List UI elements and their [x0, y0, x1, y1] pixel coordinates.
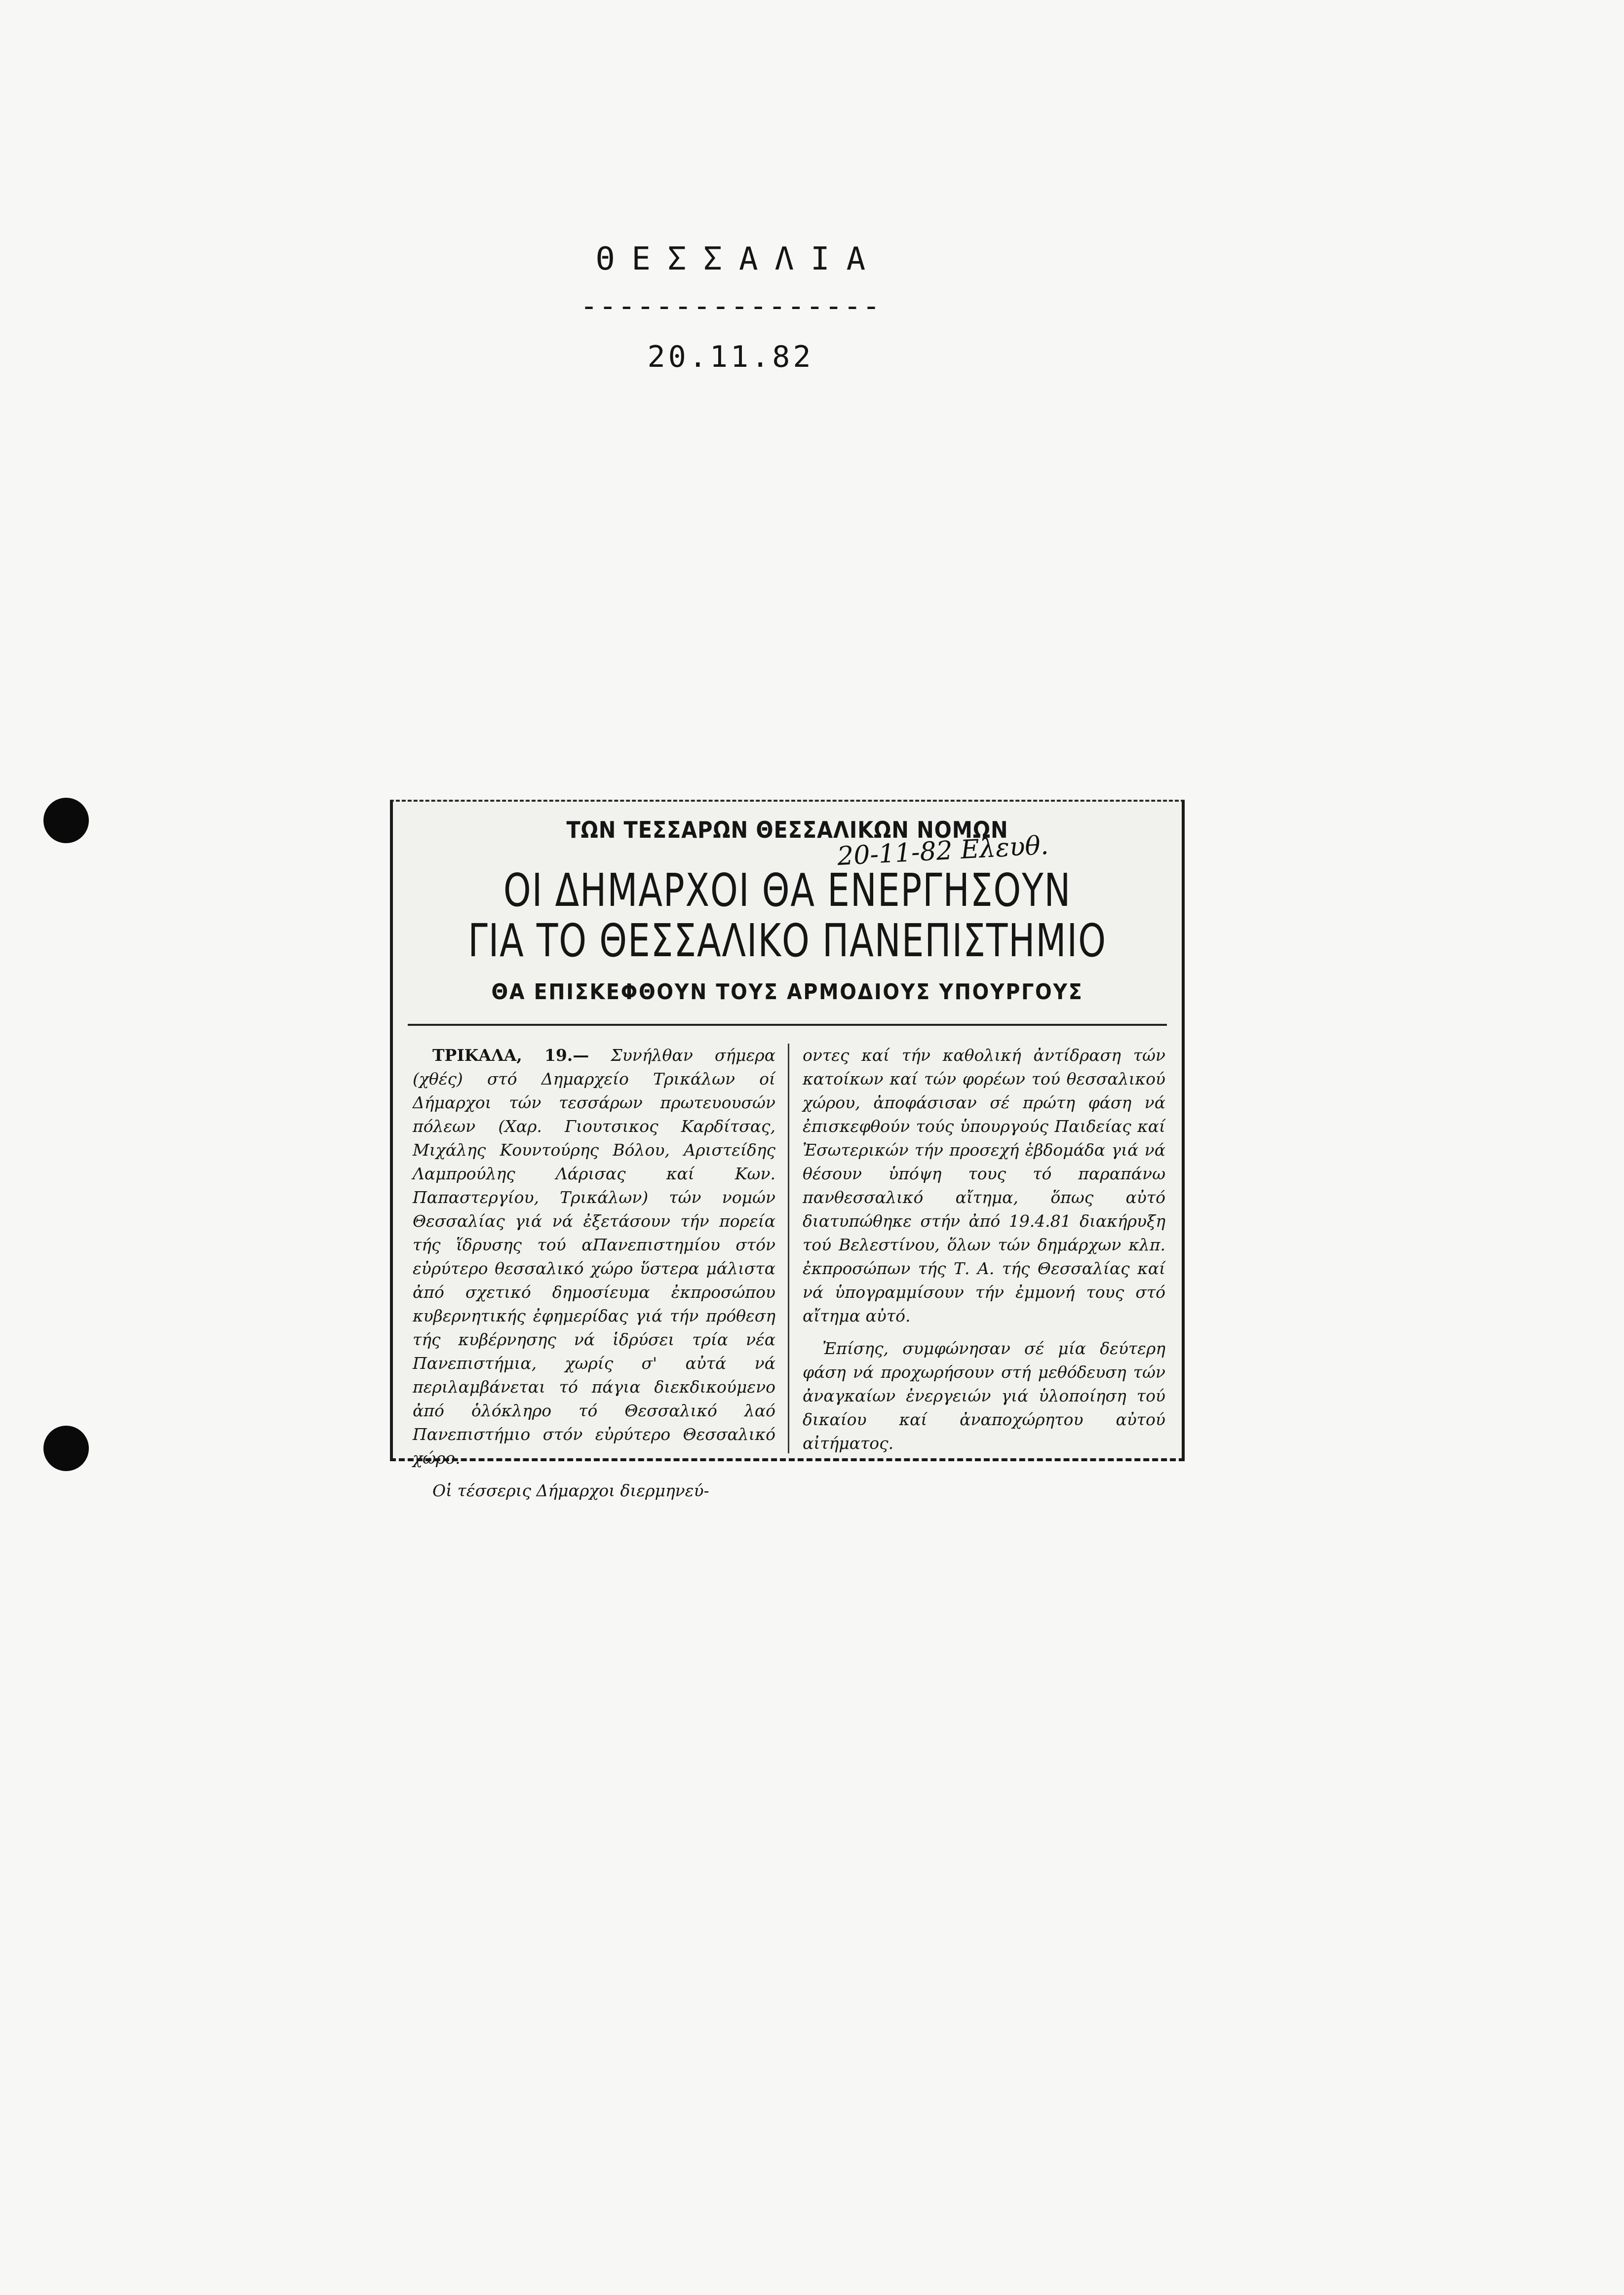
- punch-hole-bottom: [43, 1426, 89, 1471]
- article-dateline: ΤΡΙΚΑΛΑ, 19.—: [432, 1046, 589, 1065]
- article-column-right: [803, 1044, 1165, 1464]
- clipping-divider: [408, 1024, 1167, 1026]
- clipping-kicker: ΤΩΝ ΤΕΣΣΑΡΩΝ ΘΕΣΣΑΛΙΚΩΝ ΝΟΜΩΝ: [566, 817, 1008, 843]
- article-paragraph: [803, 1337, 1165, 1455]
- article-paragraph: [413, 1479, 775, 1503]
- title-underline: ----------------: [580, 289, 881, 323]
- article-text: Ἐπίσης, συμφώνησαν σέ μία δεύτερη φάση νά προχωρήσουν στή μεθόδευση τών ἀναγκαίων ἐνεργειών γιά ὑλοποίηση τού δικαίου καί ἀναποχώρητου αὐτού αἰτήματος.: [803, 1339, 1165, 1453]
- handwritten-note: 20-11-82 Ελευθ.: [836, 830, 1049, 872]
- punch-hole-top: [43, 798, 89, 843]
- article-column-left: [413, 1044, 775, 1512]
- article-text: Συνήλθαν σήμερα (χθές) στό Δημαρχείο Τρικάλων οί Δήμαρχοι τών τεσσάρων πρωτευουσών πόλεων (Χαρ. Γιουτσικος Καρδίτσας, Μιχάλης Κουντούρης Βόλου, Αριστείδης Λαμπρούλης Λάρισας καί Κων. Παπαστεργίου, Τρικάλων) τών νομών Θεσσαλίας γιά νά ἐξετάσουν τήν πορεία τής ἵδρυσης τού αΠανεπιστημίου στόν εὐρύτερο θεσσαλικό χώρο ὕστερα μάλιστα ἀπό σχετικό δημοσίευμα ἐκπροσώπου κυβερνητικής ἐφημερίδας γιά τήν πρόθεση τής κυβέρνησης νά ἱδρύσει τρία νέα Πανεπιστήμια, χωρίς σ' αὐτά νά περιλαμβάνεται τό πάγια διεκδικούμενο ἀπό ὁλόκληρο τό Θεσσαλικό λαό Πανεπιστήμιο στόν εὐρύτερο Θεσσαλικό χώρο.: [413, 1046, 775, 1468]
- article-paragraph: [413, 1044, 775, 1470]
- column-divider: [788, 1044, 789, 1453]
- article-paragraph: [803, 1044, 1165, 1328]
- clipping-headline-line1: ΟΙ ΔΗΜΑΡΧΟΙ ΘΑ ΕΝΕΡΓΗΣΟΥΝ: [503, 864, 1072, 917]
- newspaper-clipping: [390, 800, 1185, 1500]
- article-text: Οἱ τέσσερις Δήμαρχοι διερμηνεύ-: [432, 1481, 709, 1500]
- article-text: οντες καί τήν καθολική ἀντίδραση τών κατοίκων καί τών φορέων τού θεσσαλικού χώρου, ἀποφάσισαν σέ πρώτη φάση νά ἐπισκεφθούν τούς ὑπουργούς Παιδείας καί Ἐσωτερικών τήν προσεχή ἑβδομάδα γιά νά θέσουν ὑπόψη τους τό παραπάνω πανθεσσαλικό αἴτημα, ὅπως αὐτό διατυπώθηκε στήν ἀπό 19.4.81 διακήρυξη τού Βελεστίνου, ὅλων τών δημάρχων κλπ. ἐκπροσώπων τής Τ. Α. τής Θεσσαλίας καί νά ὑπογραμμίσουν τήν ἐμμονή τους στό αἴτημα αὐτό.: [803, 1046, 1165, 1325]
- page-date: 20.11.82: [647, 340, 814, 374]
- page-header: [523, 237, 938, 379]
- page-title: ΘΕΣΣΑΛΙΑ: [595, 241, 883, 277]
- clipping-subhead: ΘΑ ΕΠΙΣΚΕΦΘΟΥΝ ΤΟΥΣ ΑΡΜΟΔΙΟΥΣ ΥΠΟΥΡΓΟΥΣ: [491, 979, 1083, 1005]
- clipping-headline-line2: ΓΙΑ ΤΟ ΘΕΣΣΑΛΙΚΟ ΠΑΝΕΠΙΣΤΗΜΙΟ: [468, 914, 1107, 967]
- article-columns: [413, 1044, 1168, 1500]
